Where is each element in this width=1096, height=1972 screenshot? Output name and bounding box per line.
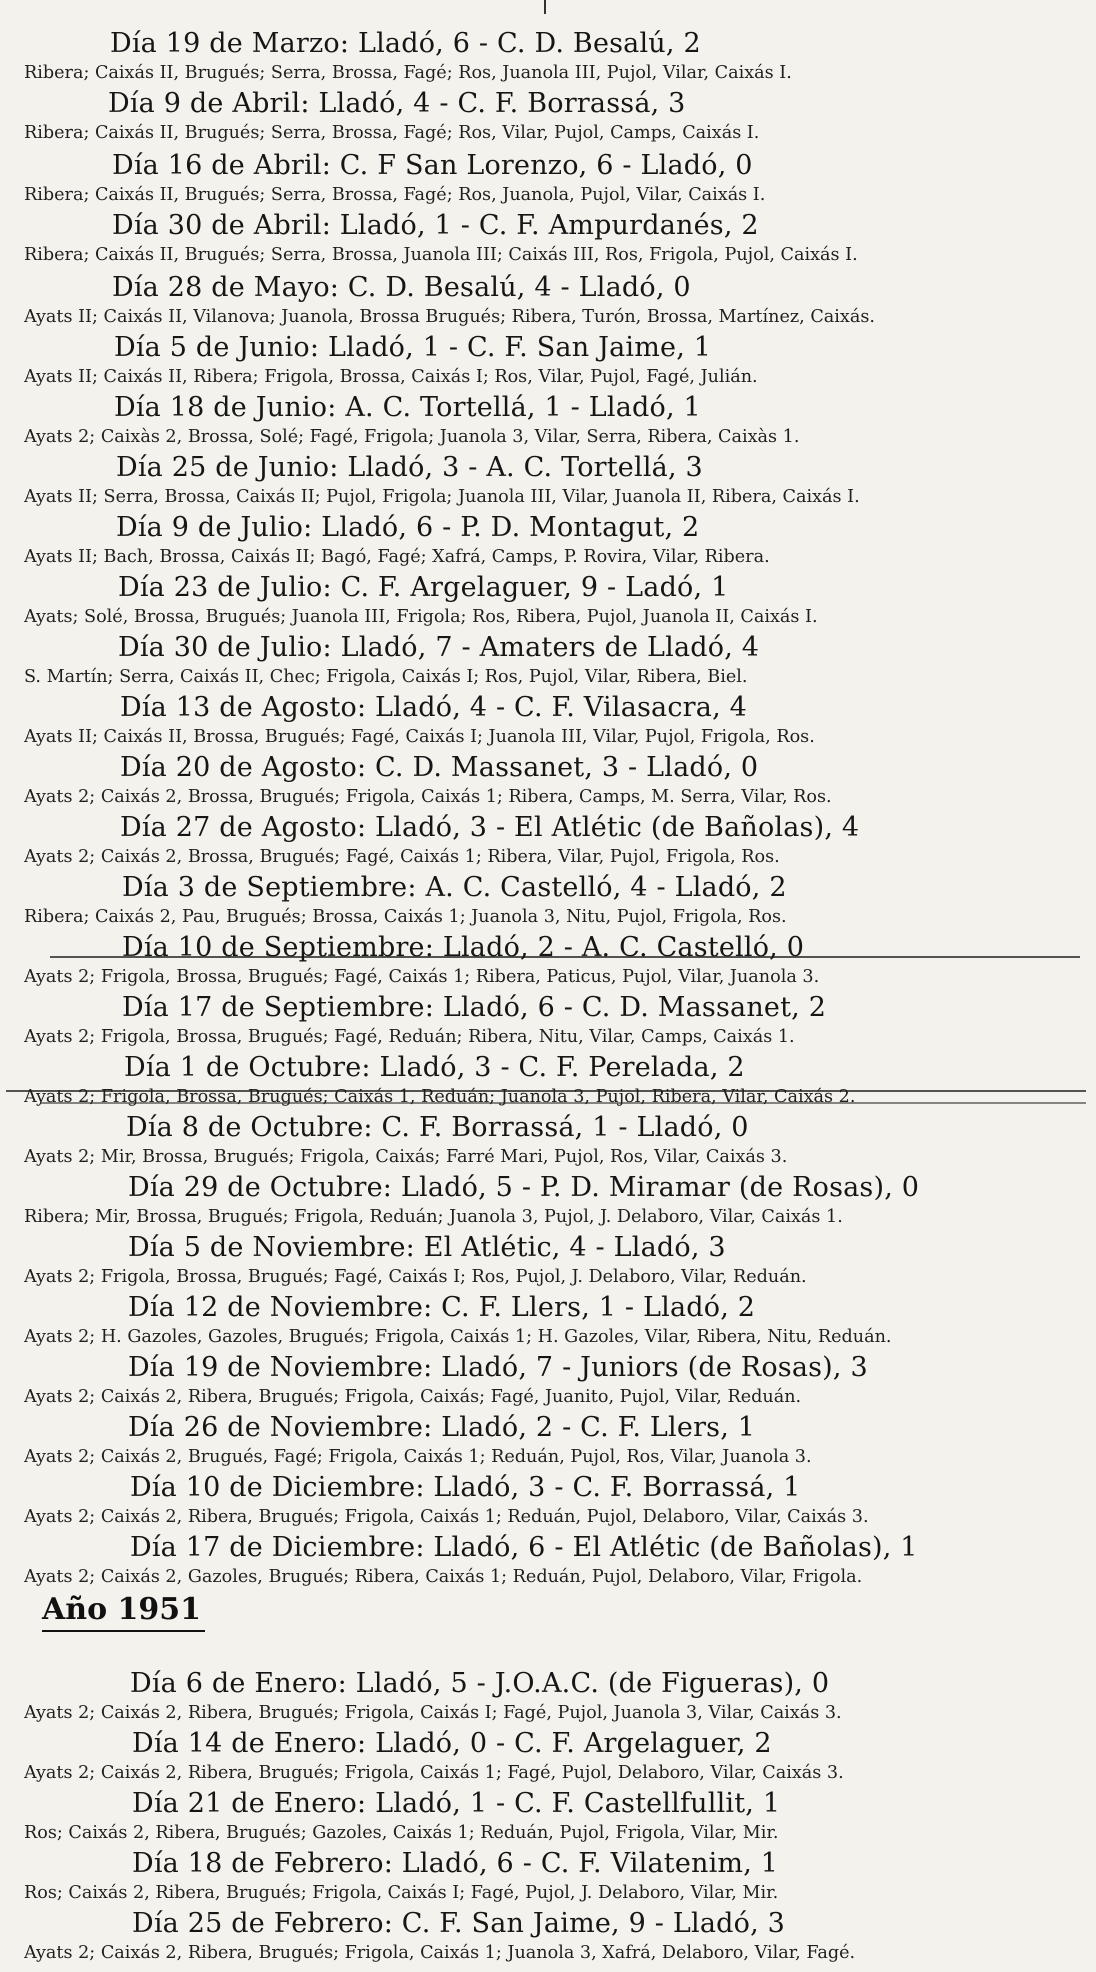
match-heading: Día 13 de Agosto: Lladó, 4 - C. F. Vilasacra, 4 bbox=[120, 692, 748, 723]
match-lineup: Ayats II; Bach, Brossa, Caixás II; Bagó, Fagé; Xafrá, Camps, P. Rovira, Vilar, Ribera. bbox=[24, 547, 770, 567]
match-heading: Día 30 de Julio: Lladó, 7 - Amaters de Lladó, 4 bbox=[118, 632, 760, 663]
match-entry bbox=[0, 872, 1096, 936]
match-lineup: Ros; Caixás 2, Ribera, Brugués; Frigola, Caixás I; Fagé, Pujol, J. Delaboro, Vilar, Mir. bbox=[24, 1883, 779, 1903]
match-heading: Día 10 de Septiembre: Lladó, 2 - A. C. Castelló, 0 bbox=[122, 932, 805, 963]
match-heading: Día 18 de Febrero: Lladó, 6 - C. F. Vilatenim, 1 bbox=[132, 1848, 779, 1879]
match-heading: Día 23 de Julio: C. F. Argelaguer, 9 - Ladó, 1 bbox=[118, 572, 729, 603]
match-lineup: Ribera; Caixás II, Brugués; Serra, Brossa, Juanola III; Caixás III, Ros, Frigola, Pujol, Caixás I. bbox=[24, 245, 858, 265]
match-heading: Día 17 de Diciembre: Lladó, 6 - El Atlétic (de Bañolas), 1 bbox=[130, 1532, 918, 1563]
match-entry bbox=[0, 28, 1096, 92]
match-entry bbox=[0, 1232, 1096, 1296]
match-entry bbox=[0, 1172, 1096, 1236]
match-heading: Día 8 de Octubre: C. F. Borrassá, 1 - Lladó, 0 bbox=[126, 1112, 749, 1143]
match-lineup: Ayats II; Caixás II, Brossa, Brugués; Fagé, Caixás I; Juanola III, Vilar, Pujol, Frigola, Ros. bbox=[24, 727, 815, 747]
match-entry bbox=[0, 932, 1096, 996]
match-lineup: Ayats 2; Caixàs 2, Brossa, Solé; Fagé, Frigola; Juanola 3, Vilar, Serra, Ribera, Caixàs 1. bbox=[24, 427, 800, 447]
match-heading: Día 10 de Diciembre: Lladó, 3 - C. F. Borrassá, 1 bbox=[130, 1472, 801, 1503]
match-lineup: Ayats 2; Caixás 2, Brugués, Fagé; Frigola, Caixás 1; Reduán, Pujol, Ros, Vilar, Juanola 3. bbox=[24, 1447, 812, 1467]
match-entry bbox=[0, 1668, 1096, 1732]
match-heading: Día 21 de Enero: Lladó, 1 - C. F. Castellfullit, 1 bbox=[132, 1788, 781, 1819]
match-lineup: S. Martín; Serra, Caixás II, Chec; Frigola, Caixás I; Ros, Pujol, Vilar, Ribera, Biel. bbox=[24, 667, 748, 687]
match-entry bbox=[0, 632, 1096, 696]
match-heading: Día 5 de Noviembre: El Atlétic, 4 - Lladó, 3 bbox=[128, 1232, 726, 1263]
match-heading: Día 18 de Junio: A. C. Tortellá, 1 - Lladó, 1 bbox=[114, 392, 701, 423]
match-entry bbox=[0, 1112, 1096, 1176]
match-lineup: Ayats II; Caixás II, Ribera; Frigola, Brossa, Caixás I; Ros, Vilar, Pujol, Fagé, Julián. bbox=[24, 367, 758, 387]
page-edge-mark bbox=[544, 0, 546, 14]
match-entry bbox=[0, 1908, 1096, 1972]
match-heading: Día 12 de Noviembre: C. F. Llers, 1 - Lladó, 2 bbox=[128, 1292, 756, 1323]
match-entry bbox=[0, 1848, 1096, 1912]
match-entry bbox=[0, 150, 1096, 214]
match-heading: Día 26 de Noviembre: Lladó, 2 - C. F. Llers, 1 bbox=[128, 1412, 756, 1443]
match-lineup: Ayats 2; Caixás 2, Ribera, Brugués; Frigola, Caixás 1; Fagé, Pujol, Delaboro, Vilar, Caixás 3. bbox=[24, 1763, 844, 1783]
match-entry bbox=[0, 1412, 1096, 1476]
match-heading: Día 30 de Abril: Lladó, 1 - C. F. Ampurdanés, 2 bbox=[112, 210, 759, 241]
match-entry bbox=[0, 752, 1096, 816]
match-heading: Día 27 de Agosto: Lladó, 3 - El Atlétic (de Bañolas), 4 bbox=[120, 812, 860, 843]
match-heading: Día 9 de Abril: Lladó, 4 - C. F. Borrassá, 3 bbox=[108, 88, 686, 119]
match-entry bbox=[0, 392, 1096, 456]
match-entry bbox=[0, 572, 1096, 636]
match-entry bbox=[0, 1472, 1096, 1536]
match-lineup: Ayats 2; Caixás 2, Ribera, Brugués; Frigola, Caixás I; Fagé, Pujol, Juanola 3, Vilar, Caixás 3. bbox=[24, 1703, 842, 1723]
match-heading: Día 3 de Septiembre: A. C. Castelló, 4 - Lladó, 2 bbox=[122, 872, 787, 903]
match-entry bbox=[0, 452, 1096, 516]
match-heading: Día 16 de Abril: C. F San Lorenzo, 6 - Lladó, 0 bbox=[112, 150, 753, 181]
match-entry bbox=[0, 512, 1096, 576]
match-lineup: Ayats 2; Caixás 2, Brossa, Brugués; Frigola, Caixás 1; Ribera, Camps, M. Serra, Vilar, Ros. bbox=[24, 787, 832, 807]
match-entry bbox=[0, 1052, 1096, 1116]
match-lineup: Ayats 2; Frigola, Brossa, Brugués; Fagé, Caixás I; Ros, Pujol, J. Delaboro, Vilar, Reduán. bbox=[24, 1267, 807, 1287]
match-heading: Día 25 de Febrero: C. F. San Jaime, 9 - Lladó, 3 bbox=[132, 1908, 786, 1939]
match-entry bbox=[0, 1728, 1096, 1792]
match-heading: Día 25 de Junio: Lladó, 3 - A. C. Tortellá, 3 bbox=[116, 452, 703, 483]
match-lineup: Ribera; Caixás 2, Pau, Brugués; Brossa, Caixás 1; Juanola 3, Nitu, Pujol, Frigola, Ros. bbox=[24, 907, 787, 927]
match-entry bbox=[0, 812, 1096, 876]
match-lineup: Ribera; Caixás II, Brugués; Serra, Brossa, Fagé; Ros, Juanola, Pujol, Vilar, Caixás I. bbox=[24, 185, 766, 205]
match-lineup: Ayats; Solé, Brossa, Brugués; Juanola III, Frigola; Ros, Ribera, Pujol, Juanola II, Caixás I. bbox=[24, 607, 818, 627]
match-heading: Día 1 de Octubre: Lladó, 3 - C. F. Perelada, 2 bbox=[124, 1052, 745, 1083]
match-heading: Día 20 de Agosto: C. D. Massanet, 3 - Lladó, 0 bbox=[120, 752, 759, 783]
match-heading: Día 17 de Septiembre: Lladó, 6 - C. D. Massanet, 2 bbox=[122, 992, 827, 1023]
match-heading: Día 6 de Enero: Lladó, 5 - J.O.A.C. (de Figueras), 0 bbox=[130, 1668, 830, 1699]
match-entry bbox=[0, 1292, 1096, 1356]
match-entry bbox=[0, 1532, 1096, 1596]
match-entry bbox=[0, 1788, 1096, 1852]
match-lineup: Ros; Caixás 2, Ribera, Brugués; Gazoles, Caixás 1; Reduán, Pujol, Frigola, Vilar, Mir. bbox=[24, 1823, 779, 1843]
match-entry bbox=[0, 1352, 1096, 1416]
match-heading: Día 28 de Mayo: C. D. Besalú, 4 - Lladó, 0 bbox=[112, 272, 691, 303]
match-entry bbox=[0, 992, 1096, 1056]
match-heading: Día 29 de Octubre: Lladó, 5 - P. D. Miramar (de Rosas), 0 bbox=[128, 1172, 920, 1203]
match-lineup: Ribera; Mir, Brossa, Brugués; Frigola, Reduán; Juanola 3, Pujol, J. Delaboro, Vilar, Caixás 1. bbox=[24, 1207, 843, 1227]
match-lineup: Ayats 2; Frigola, Brossa, Brugués; Fagé, Caixás 1; Ribera, Paticus, Pujol, Vilar, Juanola 3. bbox=[24, 967, 820, 987]
match-heading: Día 5 de Junio: Lladó, 1 - C. F. San Jaime, 1 bbox=[114, 332, 712, 363]
match-lineup: Ayats 2; Frigola, Brossa, Brugués; Fagé, Reduán; Ribera, Nitu, Vilar, Camps, Caixás 1. bbox=[24, 1027, 795, 1047]
match-entry bbox=[0, 692, 1096, 756]
match-lineup: Ayats 2; Caixás 2, Ribera, Brugués; Frigola, Caixás 1; Reduán, Pujol, Delaboro, Vilar, Caixás 3. bbox=[24, 1507, 869, 1527]
match-lineup: Ayats 2; Caixás 2, Brossa, Brugués; Fagé, Caixás 1; Ribera, Vilar, Pujol, Frigola, Ros. bbox=[24, 847, 780, 867]
match-lineup: Ayats 2; Frigola, Brossa, Brugués; Caixás 1, Reduán; Juanola 3, Pujol, Ribera, Vilar, Caixás 2. bbox=[24, 1087, 856, 1107]
match-entry bbox=[0, 332, 1096, 396]
match-lineup: Ribera; Caixás II, Brugués; Serra, Brossa, Fagé; Ros, Vilar, Pujol, Camps, Caixás I. bbox=[24, 123, 760, 143]
year-heading: Año 1951 bbox=[42, 1590, 205, 1632]
match-lineup: Ayats II; Caixás II, Vilanova; Juanola, Brossa Brugués; Ribera, Turón, Brossa, Martínez, Caixás. bbox=[24, 307, 875, 327]
match-lineup: Ayats 2; Mir, Brossa, Brugués; Frigola, Caixás; Farré Mari, Pujol, Ros, Vilar, Caixás 3. bbox=[24, 1147, 788, 1167]
match-heading: Día 9 de Julio: Lladó, 6 - P. D. Montagut, 2 bbox=[116, 512, 700, 543]
match-lineup: Ayats II; Serra, Brossa, Caixás II; Pujol, Frigola; Juanola III, Vilar, Juanola II, Ribera, Caixás I. bbox=[24, 487, 860, 507]
match-entry bbox=[0, 272, 1096, 336]
match-heading: Día 14 de Enero: Lladó, 0 - C. F. Argelaguer, 2 bbox=[132, 1728, 772, 1759]
match-entry bbox=[0, 88, 1096, 152]
match-heading: Día 19 de Noviembre: Lladó, 7 - Juniors (de Rosas), 3 bbox=[128, 1352, 868, 1383]
match-lineup: Ribera; Caixás II, Brugués; Serra, Brossa, Fagé; Ros, Juanola III, Pujol, Vilar, Caixás I. bbox=[24, 63, 792, 83]
match-lineup: Ayats 2; Caixás 2, Ribera, Brugués; Frigola, Caixás 1; Juanola 3, Xafrá, Delaboro, Vilar, Fagé. bbox=[24, 1943, 856, 1963]
match-heading: Día 19 de Marzo: Lladó, 6 - C. D. Besalú, 2 bbox=[110, 28, 701, 59]
match-lineup: Ayats 2; Caixás 2, Gazoles, Brugués; Ribera, Caixás 1; Reduán, Pujol, Delaboro, Vilar, Frigola. bbox=[24, 1567, 863, 1587]
match-lineup: Ayats 2; H. Gazoles, Gazoles, Brugués; Frigola, Caixás 1; H. Gazoles, Vilar, Ribera, Nitu, Reduán. bbox=[24, 1327, 892, 1347]
match-entry bbox=[0, 210, 1096, 274]
match-lineup: Ayats 2; Caixás 2, Ribera, Brugués; Frigola, Caixás; Fagé, Juanito, Pujol, Vilar, Reduán. bbox=[24, 1387, 802, 1407]
